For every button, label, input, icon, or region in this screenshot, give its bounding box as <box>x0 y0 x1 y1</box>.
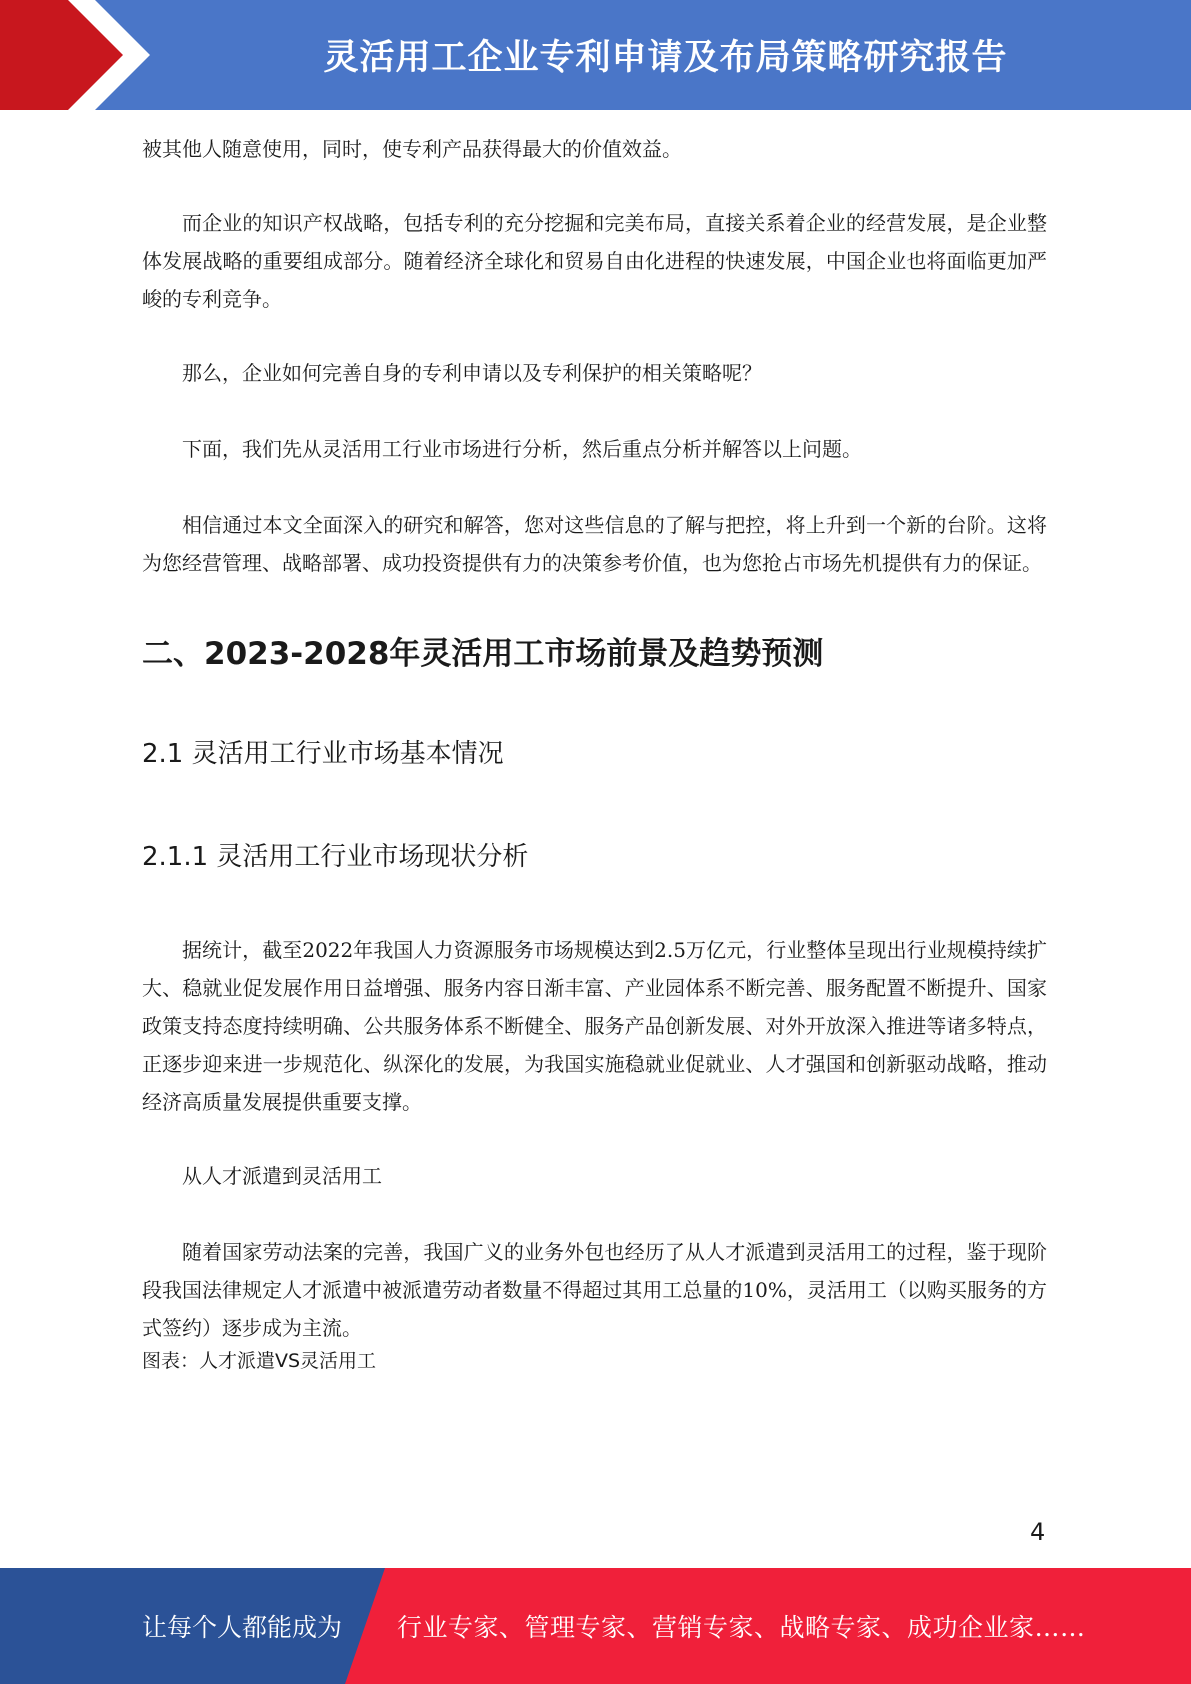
paragraph: 那么，企业如何完善自身的专利申请以及专利保护的相关策略呢？ <box>182 361 762 385</box>
paragraph: 随着国家劳动法案的完善，我国广义的业务外包也经历了从人才派遣到灵活用工的过程，鉴于现阶段我国法律规定人才派遣中被派遣劳动者数量不得超过其用工总量的10%，灵活用工（以购买服务的方式签约）逐步成为主流。 <box>142 1240 1047 1340</box>
paragraph: 从人才派遣到灵活用工 <box>182 1164 382 1188</box>
report-title: 灵活用工企业专利申请及布局策略研究报告 <box>323 38 1008 78</box>
paragraph: 被其他人随意使用，同时，使专利产品获得最大的价值效益。 <box>142 137 682 161</box>
subsection-heading: 2.1 灵活用工行业市场基本情况 <box>142 739 504 769</box>
page-number: 4 <box>1030 1518 1046 1546</box>
subsubsection-heading: 2.1.1 灵活用工行业市场现状分析 <box>142 842 529 872</box>
chevron-logo-icon <box>0 0 160 110</box>
section-heading: 二、2023-2028年灵活用工市场前景及趋势预测 <box>142 636 824 672</box>
footer-slogan-left: 让每个人都能成为 <box>142 1613 343 1642</box>
figure-caption: 图表：人才派遣VS灵活用工 <box>142 1350 377 1372</box>
paragraph: 据统计，截至2022年我国人力资源服务市场规模达到2.5万亿元，行业整体呈现出行业规模持续扩大、稳就业促发展作用日益增强、服务内容日渐丰富、产业园体系不断完善、服务配置不断提升、国家政策支持态度持续明确、公共服务体系不断健全、服务产品创新发展、对外开放深入推进等诸多特点，正逐步迎来进一步规范化、纵深化的发展，为我国实施稳就业促就业、人才强国和创新驱动战略，推动经济高质量发展提供重要支撑。 <box>142 938 1047 1114</box>
document-body <box>142 130 1047 1375</box>
footer-slogan-right: 行业专家、管理专家、营销专家、战略专家、成功企业家…… <box>397 1613 1086 1642</box>
paragraph: 相信通过本文全面深入的研究和解答，您对这些信息的了解与把控，将上升到一个新的台阶。这将为您经营管理、战略部署、成功投资提供有力的决策参考价值，也为您抢占市场先机提供有力的保证。 <box>142 513 1047 575</box>
paragraph: 下面，我们先从灵活用工行业市场进行分析，然后重点分析并解答以上问题。 <box>182 437 862 461</box>
page-footer <box>0 1568 1191 1684</box>
page-header <box>0 0 1191 110</box>
paragraph: 而企业的知识产权战略，包括专利的充分挖掘和完美布局，直接关系着企业的经营发展，是企业整体发展战略的重要组成部分。随着经济全球化和贸易自由化进程的快速发展，中国企业也将面临更加严峻的专利竞争。 <box>142 211 1047 311</box>
